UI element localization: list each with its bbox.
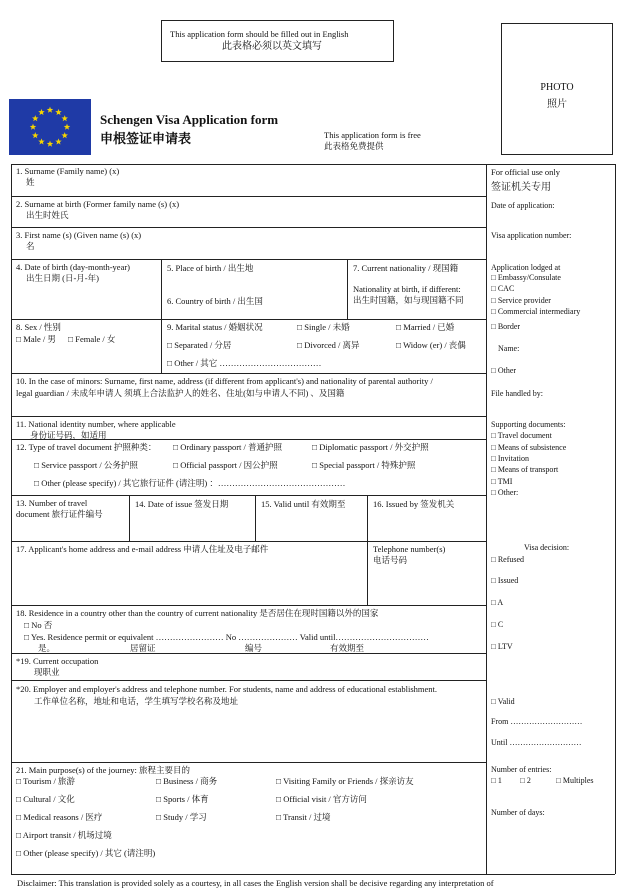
photo-label-cn: 照片	[547, 99, 567, 110]
official-title-en: For official use only	[491, 167, 561, 177]
field-9-label: 9. Marital status / 婚姻状况	[167, 322, 263, 332]
sex-male-checkbox[interactable]: □ Male / 男	[16, 334, 56, 344]
official-other: □ Other	[491, 366, 517, 375]
field-2-label-cn: 出生时姓氏	[26, 210, 69, 220]
field-4-label: 4. Date of birth (day-month-year)	[16, 262, 130, 272]
official-visa-decision: Visa decision:	[524, 543, 570, 552]
sex-female-checkbox[interactable]: □ Female / 女	[68, 334, 116, 344]
field-13-label: 13. Number of travel	[16, 498, 88, 508]
purpose-sports-checkbox[interactable]: □ Sports / 体育	[156, 794, 209, 804]
field-20-label: *20. Employer and employer's address and telephone number. For students, name and address of educational establishment.	[16, 684, 437, 694]
english-notice-en: This application form should be filled out in English	[170, 29, 349, 39]
field-20-label-cn: 工作单位名称，地址和电话，学生填写学校名称及地址	[34, 696, 239, 706]
official-lodged: Application lodged at	[491, 263, 561, 272]
official-commercial: □ Commercial intermediary	[491, 307, 581, 316]
official-entries-multiples: □ Multiples	[556, 776, 594, 785]
passport-ordinary-checkbox[interactable]: □ Ordinary passport / 普通护照	[173, 442, 283, 452]
purpose-transit-checkbox[interactable]: □ Transit / 过境	[276, 812, 331, 822]
official-cac: □ CAC	[491, 284, 515, 293]
eu-flag-icon	[9, 99, 91, 155]
purpose-family-checkbox[interactable]: □ Visiting Family or Friends / 探亲访友	[276, 776, 414, 786]
official-other2: □ Other:	[491, 488, 519, 497]
field-3-label-cn: 名	[26, 241, 35, 251]
official-transport: □ Means of transport	[491, 465, 559, 474]
field-17-tel-label: Telephone number(s)	[373, 544, 446, 554]
english-notice-cn: 此表格必须以英文填写	[222, 41, 322, 52]
official-from: From ………………………	[491, 717, 583, 726]
field-18-label: 18. Residence in a country other than the country of current nationality 是否居住在现时国籍以外的国家	[16, 608, 379, 618]
field-10-label: 10. In the case of minors: Surname, first name, address (if different from applicant's) and nationality of parental authority /	[16, 376, 433, 386]
field-21-label: 21. Main purpose(s) of the journey: 旅程主要目的	[16, 765, 190, 775]
official-invitation: □ Invitation	[491, 454, 529, 463]
free-notice-cn: 此表格免费提供	[324, 141, 384, 151]
field-19-label: *19. Current occupation	[16, 656, 99, 666]
residence-permit-cn: 居留证	[130, 643, 156, 653]
passport-official-checkbox[interactable]: □ Official passport / 因公护照	[173, 460, 278, 470]
title-cn: 申根签证申请表	[100, 131, 192, 146]
marital-divorced-checkbox[interactable]: □ Divorced / 离异	[297, 340, 360, 350]
field-10-label-2: legal guardian / 未成年申请人 须填上合法监护人的姓名、住址(如与申请人不同) 、及国籍	[16, 388, 345, 398]
field-7-label: 7. Current nationality / 现国籍	[353, 263, 459, 273]
official-visa-app-num: Visa application number:	[491, 231, 572, 240]
field-1-label: 1. Surname (Family name) (x)	[16, 166, 120, 176]
official-entries-2: □ 2	[520, 776, 531, 785]
purpose-medical-checkbox[interactable]: □ Medical reasons / 医疗	[16, 812, 103, 822]
purpose-cultural-checkbox[interactable]: □ Cultural / 文化	[16, 794, 75, 804]
marital-separated-checkbox[interactable]: □ Separated / 分居	[167, 340, 232, 350]
residence-yes-cn: 是。	[38, 643, 56, 653]
residence-no-checkbox[interactable]: □ No 否	[24, 620, 53, 630]
official-date-app: Date of application:	[491, 201, 555, 210]
passport-diplomatic-checkbox[interactable]: □ Diplomatic passport / 外交护照	[312, 442, 429, 452]
official-refused: □ Refused	[491, 555, 525, 564]
field-16-label: 16. Issued by 签发机关	[373, 499, 455, 509]
purpose-airport-checkbox[interactable]: □ Airport transit / 机场过境	[16, 830, 112, 840]
field-11-label-cn: 身份证号码，如适用	[30, 430, 107, 440]
field-2-label: 2. Surname at birth (Former family name (s) (x)	[16, 199, 180, 209]
official-border: □ Border	[491, 322, 521, 331]
field-19-label-cn: 现职业	[34, 667, 60, 677]
purpose-study-checkbox[interactable]: □ Study / 学习	[156, 812, 207, 822]
field-8-label: 8. Sex / 性别	[16, 322, 61, 332]
field-6-label: 6. Country of birth / 出生国	[167, 296, 263, 306]
passport-other-checkbox[interactable]: □ Other (please specify) / 其它旅行证件 (请注明) ：………………………………………	[34, 478, 346, 488]
official-ltv: □ LTV	[491, 642, 513, 651]
purpose-business-checkbox[interactable]: □ Business / 商务	[156, 776, 218, 786]
marital-single-checkbox[interactable]: □ Single / 未婚	[297, 322, 350, 332]
field-17-tel-label-cn: 电话号码	[373, 555, 408, 565]
field-7b-label: Nationality at birth, if different:	[353, 284, 461, 294]
disclaimer: Disclaimer: This translation is provided solely as a courtesy, in all cases the English version shall be decisive regarding any interpretation of	[17, 878, 494, 888]
marital-widow-checkbox[interactable]: □ Widow (er) / 丧偶	[396, 340, 466, 350]
field-15-label: 15. Valid until 有效期至	[261, 499, 346, 509]
photo-label-en: PHOTO	[540, 82, 574, 93]
official-travel-doc: □ Travel document	[491, 431, 552, 440]
official-entries-1: □ 1	[491, 776, 502, 785]
field-14-label: 14. Date of issue 签发日期	[135, 499, 229, 509]
residence-yes-checkbox[interactable]: □ Yes. Residence permit or equivalent …………………… No ………………… Valid until……………………………	[24, 632, 429, 642]
passport-service-checkbox[interactable]: □ Service passport / 公务护照	[34, 460, 138, 470]
official-name: Name:	[498, 344, 520, 353]
title-en: Schengen Visa Application form	[100, 112, 279, 127]
residence-valid-cn: 有效期至	[330, 643, 365, 653]
field-11-label: 11. National identity number, where applicable	[16, 419, 176, 429]
official-title-cn: 签证机关专用	[491, 182, 551, 193]
official-embassy: □ Embassy/Consulate	[491, 273, 561, 282]
field-13-label-2: document 旅行证件编号	[16, 509, 103, 519]
official-c: □ C	[491, 620, 504, 629]
field-12-label: 12. Type of travel document 护照种类：	[16, 442, 157, 452]
marital-married-checkbox[interactable]: □ Married / 已婚	[396, 322, 455, 332]
official-supporting: Supporting documents:	[491, 420, 566, 429]
official-num-entries: Number of entries:	[491, 765, 552, 774]
official-handled: File handled by:	[491, 389, 543, 398]
official-num-days: Number of days:	[491, 808, 545, 817]
field-1-label-cn: 姓	[26, 177, 35, 187]
official-a: □ A	[491, 598, 504, 607]
marital-other-checkbox[interactable]: □ Other / 其它 ………………………………	[167, 358, 322, 368]
official-issued: □ Issued	[491, 576, 519, 585]
field-3-label: 3. First name (s) (Given name (s) (x)	[16, 230, 142, 240]
purpose-other-checkbox[interactable]: □ Other (please specify) / 其它 (请注明)	[16, 848, 156, 858]
purpose-tourism-checkbox[interactable]: □ Tourism / 旅游	[16, 776, 75, 786]
field-7b-label-cn: 出生时国籍，如与现国籍不同	[353, 295, 464, 305]
residence-number-cn: 编号	[245, 643, 263, 653]
official-valid: □ Valid	[491, 697, 515, 706]
official-tmi: □ TMI	[491, 477, 513, 486]
official-subsistence: □ Means of subsistence	[491, 443, 567, 452]
free-notice-en: This application form is free	[324, 130, 421, 140]
purpose-official-checkbox[interactable]: □ Official visit / 官方访问	[276, 794, 367, 804]
official-until: Until ………………………	[491, 738, 582, 747]
field-4-label-cn: 出生日期 (日-月-年)	[26, 273, 99, 283]
field-5-label: 5. Place of birth / 出生地	[167, 263, 254, 273]
passport-special-checkbox[interactable]: □ Special passport / 特殊护照	[312, 460, 416, 470]
official-service: □ Service provider	[491, 296, 551, 305]
field-17-label: 17. Applicant's home address and e-mail address 申请人住址及电子邮件	[16, 544, 269, 554]
